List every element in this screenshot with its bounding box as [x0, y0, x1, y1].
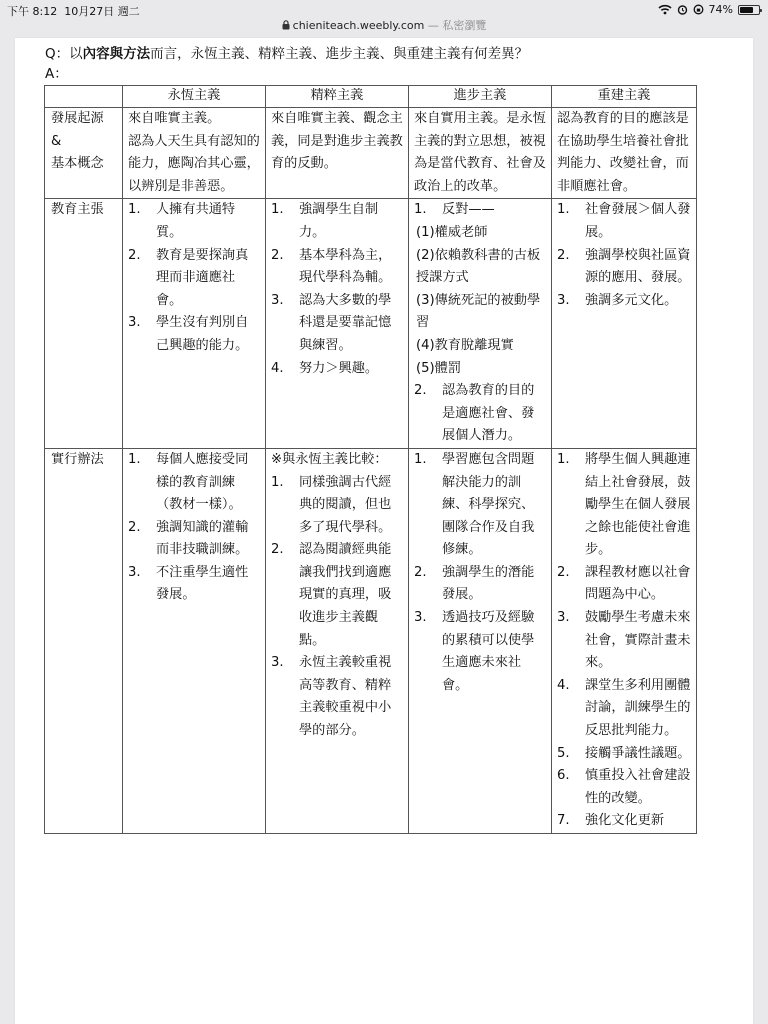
- table-cell: 認為教育的目的應該是在協助學生培養社會批判能力、改變社會，而非順應社會。: [552, 108, 697, 199]
- list-number: 2.: [271, 247, 284, 263]
- numbered-list: [271, 472, 403, 743]
- list-number: 3.: [128, 315, 141, 331]
- wifi-icon: [658, 4, 672, 15]
- list-text: 強調學生自制力。: [299, 202, 379, 240]
- list-item: [128, 312, 260, 357]
- battery-fill: [740, 7, 753, 13]
- list-text: 永恆主義較重視高等教育、精粹主義較重視中小學的部分。: [299, 655, 392, 739]
- list-number: 2.: [557, 247, 570, 263]
- table-header-row: [45, 86, 697, 108]
- rotation-lock-icon: [693, 4, 704, 15]
- table-cell: 來自唯實主義。 認為人天生具有認知的能力，應陶冶其心靈，以辨別是非善惡。: [123, 108, 266, 199]
- question-emphasis: 內容與方法: [82, 46, 151, 62]
- list-item: [557, 607, 691, 675]
- numbered-list: [414, 199, 546, 222]
- list-text: 反對——: [442, 202, 495, 218]
- list-item: [414, 449, 546, 562]
- list-number: 2.: [128, 247, 141, 263]
- header-progressivism: 進步主義: [409, 86, 552, 108]
- list-text: 社會發展＞個人發展。: [585, 202, 691, 240]
- list-item: [271, 358, 403, 381]
- list-text: 鼓勵學生考慮未來社會，實際計畫未來。: [585, 610, 691, 671]
- list-number: 7.: [557, 813, 570, 829]
- battery-icon: [738, 5, 760, 15]
- list-number: 3.: [414, 610, 427, 626]
- list-number: 3.: [557, 610, 570, 626]
- list-item: [271, 290, 403, 358]
- list-text: 人擁有共通特質。: [156, 202, 236, 240]
- list-number: 1.: [128, 202, 141, 218]
- private-mode-label: 私密瀏覽: [442, 19, 487, 32]
- list-number: 1.: [557, 451, 570, 467]
- table-cell: [123, 199, 266, 449]
- list-text: 每個人應接受同樣的教育訓練（教材一樣）。: [156, 451, 249, 513]
- list-number: 4.: [557, 677, 570, 693]
- list-item: [414, 199, 546, 222]
- numbered-list: [128, 199, 260, 357]
- url-separator: —: [424, 19, 443, 32]
- list-item: [128, 517, 260, 562]
- sub-item: (4)教育脫離現實: [416, 337, 514, 353]
- list-item: [271, 199, 403, 244]
- list-number: 5.: [557, 745, 570, 761]
- url-bar[interactable]: [0, 17, 768, 37]
- sub-item: (3)傳統死記的被動學習: [416, 292, 541, 331]
- list-text: 認為大多數的學科還是要靠記憶與練習。: [299, 292, 392, 353]
- status-icons: [658, 3, 760, 16]
- list-number: 1.: [271, 474, 284, 490]
- list-item: [128, 562, 260, 607]
- list-text: 教育是要探詢真理而非適應社會。: [156, 247, 249, 308]
- list-text: 課程教材應以社會問題為中心。: [585, 564, 691, 603]
- list-number: 4.: [271, 360, 284, 376]
- numbered-list: [557, 199, 691, 312]
- list-number: 1.: [557, 202, 570, 218]
- comparison-intro: ※與永恆主義比較：: [271, 451, 388, 467]
- table-cell: [266, 448, 409, 833]
- numbered-list: [414, 449, 546, 698]
- list-text: 將學生個人興趣連結上社會發展，鼓勵學生在個人發展之餘也能使社會進步。: [585, 451, 691, 558]
- list-number: 2.: [128, 519, 141, 535]
- battery-percent: 74%: [708, 3, 733, 16]
- list-item: [557, 765, 691, 810]
- list-item: [128, 245, 260, 313]
- table-cell: [409, 199, 552, 449]
- list-item: [557, 810, 691, 833]
- list-number: 3.: [271, 655, 284, 671]
- comparison-table: [44, 85, 697, 834]
- list-number: 1.: [414, 451, 427, 467]
- list-item: [128, 199, 260, 244]
- table-row: [45, 108, 697, 199]
- list-item: [271, 652, 403, 742]
- list-text: 努力＞興趣。: [299, 360, 379, 376]
- row-label-origin: 發展起源 & 基本概念: [45, 108, 123, 199]
- list-item: [557, 199, 691, 244]
- list-number: 2.: [414, 564, 427, 580]
- table-cell: [552, 448, 697, 833]
- list-number: 1.: [414, 202, 427, 218]
- list-item: [557, 675, 691, 743]
- question-prefix: Q：以: [45, 46, 83, 62]
- numbered-list: [557, 449, 691, 833]
- table-cell: 來自唯實主義、觀念主義，同是對進步主義教育的反動。: [266, 108, 409, 199]
- list-number: 6.: [557, 768, 570, 784]
- list-item: [414, 562, 546, 607]
- list-text: 強調學生的潛能發展。: [442, 564, 535, 603]
- list-item: [414, 380, 546, 448]
- list-text: 強調知識的灌輸而非技職訓練。: [156, 519, 249, 558]
- list-item: [557, 449, 691, 562]
- list-number: 3.: [271, 292, 284, 308]
- list-text: 強調學校與社區資源的應用、發展。: [585, 247, 691, 286]
- table-row: [45, 199, 697, 449]
- list-text: 強調多元文化。: [585, 292, 678, 308]
- sub-item: (1)權威老師: [416, 224, 488, 240]
- list-text: 同樣強調古代經典的閱讀，但也多了現代學科。: [299, 474, 392, 535]
- list-item: [271, 472, 403, 540]
- list-item: [271, 539, 403, 652]
- list-number: 1.: [128, 451, 141, 467]
- sub-list: [414, 222, 546, 380]
- header-perennialism: 永恆主義: [123, 86, 266, 108]
- list-text: 接觸爭議性議題。: [585, 745, 691, 761]
- list-number: 3.: [128, 564, 141, 580]
- list-text: 不注重學生適性發展。: [156, 564, 249, 603]
- table-cell: [123, 448, 266, 833]
- list-item: [128, 449, 260, 517]
- list-item: [557, 290, 691, 313]
- table-cell: [266, 199, 409, 449]
- question-text: [45, 42, 528, 62]
- list-item: [271, 245, 403, 290]
- table-cell: [552, 199, 697, 449]
- numbered-list: [128, 449, 260, 607]
- list-text: 透過技巧及經驗的累積可以使學生適應未來社會。: [442, 610, 535, 693]
- list-item: [557, 562, 691, 607]
- list-text: 強化文化更新: [585, 813, 665, 829]
- lock-icon: [282, 20, 290, 30]
- question-suffix: 而言，永恆主義、精粹主義、進步主義、與重建主義有何差異？: [150, 46, 529, 62]
- sub-item: (2)依賴教科書的古板授課方式: [416, 247, 541, 286]
- list-text: 認為教育的目的是適應社會、發展個人潛力。: [442, 383, 535, 444]
- url-text[interactable]: chieniteach.weebly.com: [292, 19, 425, 32]
- alarm-icon: [677, 4, 688, 15]
- list-text: 認為閱讀經典能讓我們找到適應現實的真理，吸收進步主義觀點。: [299, 542, 392, 648]
- header-cell-empty: [45, 86, 123, 108]
- table-cell: [409, 448, 552, 833]
- list-number: 1.: [271, 202, 284, 218]
- list-number: 2.: [557, 564, 570, 580]
- list-text: 課堂生多利用團體討論，訓練學生的反思批判能力。: [585, 677, 691, 739]
- sub-item: (5)體罰: [416, 360, 462, 376]
- answer-label: A：: [45, 66, 68, 82]
- status-date: 10月27日 週二: [64, 5, 140, 18]
- table-row: [45, 448, 697, 833]
- list-item: [557, 245, 691, 290]
- list-text: 基本學科為主，現代學科為輔。: [299, 247, 392, 286]
- list-number: 2.: [271, 542, 284, 558]
- list-item: [414, 607, 546, 697]
- numbered-list: [271, 199, 403, 380]
- list-number: 2.: [414, 383, 427, 399]
- header-essentialism: 精粹主義: [266, 86, 409, 108]
- list-text: 慎重投入社會建設性的改變。: [585, 768, 691, 806]
- list-item: [557, 743, 691, 766]
- row-label-methods: 實行辦法: [45, 448, 123, 833]
- status-time: 下午 8:12: [7, 5, 58, 18]
- header-reconstructionism: 重建主義: [552, 86, 697, 108]
- list-text: 學習應包含問題解決能力的訓練、科學探究、團隊合作及自我修練。: [442, 451, 535, 558]
- row-label-claims: 教育主張: [45, 199, 123, 449]
- table-cell: 來自實用主義。是永恆主義的對立思想，被視為是當代教育、社會及政治上的改革。: [409, 108, 552, 199]
- list-number: 3.: [557, 292, 570, 308]
- numbered-list: [414, 380, 546, 448]
- list-text: 學生沒有判別自己興趣的能力。: [156, 315, 249, 353]
